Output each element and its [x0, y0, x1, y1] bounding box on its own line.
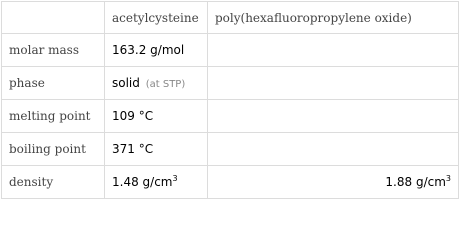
density-value-acetylcysteine: 1.48 g/cm [112, 175, 173, 189]
phase-note: (at STP) [145, 79, 186, 90]
table-row [2, 100, 459, 133]
cell-molar-mass-acetylcysteine: 163.2 g/mol [105, 34, 208, 67]
cell-phase-acetylcysteine [105, 67, 208, 100]
table-row [2, 133, 459, 166]
cell-phase-polymer [208, 67, 459, 100]
row-label-melting-point: melting point [2, 100, 105, 133]
row-label-phase: phase [2, 67, 105, 100]
column-header-polymer: poly(hexafluoropropylene oxide) [208, 2, 459, 34]
density-exponent-polymer: 3 [445, 174, 451, 183]
properties-table [1, 1, 459, 199]
cell-molar-mass-polymer [208, 34, 459, 67]
cell-boiling-point-acetylcysteine: 371 °C [105, 133, 208, 166]
cell-melting-point-polymer [208, 100, 459, 133]
table-row [2, 67, 459, 100]
table-header-row [2, 2, 459, 34]
table-row [2, 166, 459, 199]
cell-density-polymer [208, 166, 459, 199]
column-header-acetylcysteine: acetylcysteine [105, 2, 208, 34]
row-label-density: density [2, 166, 105, 199]
row-label-molar-mass: molar mass [2, 34, 105, 67]
header-empty-cell [2, 2, 105, 34]
phase-value: solid [112, 76, 140, 90]
row-label-boiling-point: boiling point [2, 133, 105, 166]
cell-boiling-point-polymer [208, 133, 459, 166]
table-row [2, 34, 459, 67]
density-exponent-acetylcysteine: 3 [172, 174, 178, 183]
density-value-polymer: 1.88 g/cm [385, 175, 446, 189]
cell-melting-point-acetylcysteine: 109 °C [105, 100, 208, 133]
cell-density-acetylcysteine [105, 166, 208, 199]
